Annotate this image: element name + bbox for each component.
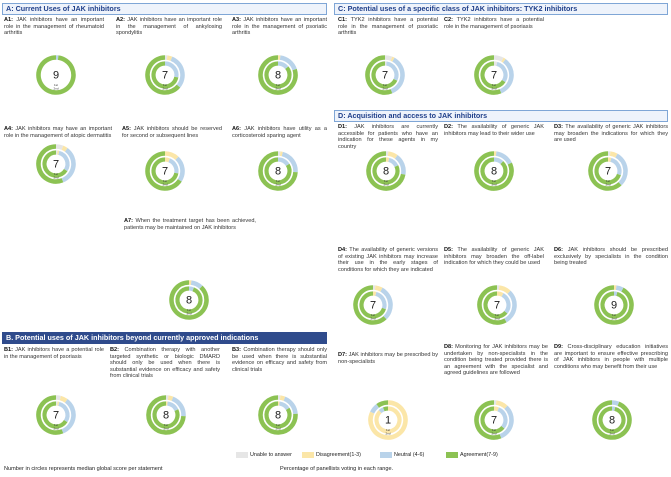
statement-d7: D7: JAK inhibitors may be prescribed by non-specialists 1 1st 2nd bbox=[338, 352, 438, 448]
statement-b2-text: Combination therapy with another targeted synthetic or biologic DMARD should only be used when there is substantial evidence on efficacy and safety from clinical trials bbox=[110, 347, 220, 380]
median-score: 8 bbox=[608, 414, 616, 427]
statement-a5: A5: JAK inhibitors should be reserved for second or subsequent lines 7 1st 2nd bbox=[122, 126, 222, 196]
donut-chart-a7 bbox=[169, 280, 209, 320]
ring-label-first: 1st bbox=[609, 428, 615, 433]
donut-svg bbox=[366, 151, 406, 191]
inner-ring-segment-neutral bbox=[380, 409, 384, 411]
outer-ring-segment-unable bbox=[494, 58, 502, 60]
statement-a5-text: JAK inhibitors should be reserved for second or subsequent lines bbox=[122, 126, 222, 139]
outer-ring-segment-disagreement bbox=[388, 154, 396, 157]
outer-ring-segment-disagreement bbox=[391, 59, 393, 60]
donut-svg bbox=[594, 285, 634, 325]
outer-ring-segment-disagreement bbox=[610, 154, 616, 156]
inner-ring-segment-neutral bbox=[389, 160, 397, 166]
donut-chart-a1 bbox=[36, 55, 76, 95]
ring-label-second: 2nd bbox=[162, 86, 168, 91]
statement-d9: D9: Cross-disciplinary education initiatives are important to ensure effective prescribing of JAK inhibitors in people with multiple conditions who may benefit from their use 8 1st 2nd bbox=[554, 344, 668, 448]
donut-svg bbox=[36, 55, 76, 95]
statement-a4: A4: JAK inhibitors may have an important role in the management of atopic dermatitis 7 1st 2nd bbox=[4, 126, 112, 196]
statement-b2: B2: Combination therapy with another targeted synthetic or biologic DMARD should only be used when there is substantial evidence on efficacy and safety from clinical trials 8 1st 2nd bbox=[110, 347, 220, 447]
donut-chart-d9 bbox=[592, 400, 632, 440]
ring-label-second: 2nd bbox=[275, 182, 281, 187]
donut-chart-a2 bbox=[145, 55, 185, 95]
statement-d2: D2: The availability of generic JAK inhibitors may lead to their wider use 8 1st 2nd bbox=[444, 124, 544, 226]
donut-chart-a6 bbox=[258, 151, 298, 191]
median-score: 7 bbox=[490, 69, 498, 82]
median-score: 7 bbox=[52, 409, 60, 422]
donut-svg bbox=[474, 151, 514, 191]
median-score: 8 bbox=[274, 69, 282, 82]
outer-ring-segment-unable bbox=[56, 147, 62, 148]
inner-ring-segment-disagreement bbox=[497, 294, 503, 295]
legend-swatch-neutral bbox=[380, 452, 392, 458]
ring-label-second: 2nd bbox=[370, 316, 376, 321]
ring-label-first: 1st bbox=[53, 83, 59, 88]
inner-ring-segment-neutral bbox=[169, 160, 176, 173]
statement-a2: A2: JAK inhibitors have an important role in the management of ankylosing spondylitis 7 1st 2nd bbox=[116, 17, 222, 113]
median-score: 7 bbox=[490, 414, 498, 427]
median-score: 8 bbox=[162, 409, 170, 422]
ring-label-first: 1st bbox=[186, 308, 192, 313]
ring-label-first: 1st bbox=[53, 172, 59, 177]
outer-ring-segment-disagreement bbox=[499, 288, 509, 293]
ring-label-first: 1st bbox=[491, 428, 497, 433]
outer-ring-segment-disagreement bbox=[375, 288, 381, 290]
median-score: 8 bbox=[185, 294, 193, 307]
ring-label-first: 1st bbox=[53, 423, 59, 428]
inner-ring-segment-disagreement bbox=[494, 409, 498, 410]
donut-chart-b3 bbox=[258, 395, 298, 435]
donut-chart-a3 bbox=[258, 55, 298, 95]
donut-chart-d2 bbox=[474, 151, 514, 191]
outer-ring-segment-neutral bbox=[612, 403, 618, 404]
donut-svg bbox=[36, 144, 76, 184]
ring-label-first: 1st bbox=[275, 423, 281, 428]
statement-c2: C2: TYK2 inhibitors have a potential role in the management of psoriasis 7 1st 2nd bbox=[444, 17, 544, 109]
statement-d8: D8: Monitoring for JAK inhibitors may be undertaken by non-specialists in the condition being treated provided there is an agreement with the specialist and agreed guidelines are followed 7 1st 2nd bbox=[444, 344, 548, 448]
inner-ring-segment-neutral bbox=[494, 160, 502, 163]
donut-svg bbox=[588, 151, 628, 191]
statement-d6-text: JAK inhibitors should be prescribed exclusively by specialists in the condition being treated bbox=[554, 247, 668, 267]
statement-b3-text: Combination therapy should only be used when there is substantial evidence on efficacy and safety from clinical trials bbox=[232, 347, 327, 373]
ring-label-second: 2nd bbox=[491, 182, 497, 187]
ring-label-first: 1st bbox=[611, 313, 617, 318]
statement-d5: D5: The availability of generic JAK inhibitors may broaden the off-label indication for which they could be used 7 1st 2nd bbox=[444, 247, 544, 337]
statement-b3: B3: Combination therapy should only be used when there is substantial evidence on efficacy and safety from clinical trials 8 1st 2nd bbox=[232, 347, 327, 447]
section-d-header: D: Acquisition and access to JAK inhibitors bbox=[334, 110, 668, 122]
ring-label-second: 2nd bbox=[494, 316, 500, 321]
donut-svg bbox=[145, 55, 185, 95]
legend: Unable to answer Disagreement(1-3) Neutral (4-6) Agreement(7-9) bbox=[236, 451, 536, 461]
donut-chart-d7 bbox=[368, 400, 408, 440]
median-score: 7 bbox=[52, 158, 60, 171]
statement-a1-text: JAK inhibitors have an important role in the management of rheumatoid arthritis bbox=[4, 17, 105, 37]
ring-label-first: 1st bbox=[605, 179, 611, 184]
donut-svg bbox=[258, 395, 298, 435]
donut-svg bbox=[592, 400, 632, 440]
donut-chart-c1 bbox=[365, 55, 405, 95]
ring-label-first: 1st bbox=[494, 313, 500, 318]
ring-label-first: 1st bbox=[162, 179, 168, 184]
statement-b1-text: JAK inhibitors have a potential role in the management of psoriasis bbox=[4, 347, 104, 360]
donut-svg bbox=[258, 55, 298, 95]
inner-ring-segment-neutral bbox=[376, 294, 385, 309]
statement-a7-text: When the treatment target has been achieved, patients may be maintained on JAK inhibitors bbox=[124, 218, 256, 231]
statement-d4-text: The availability of generic versions of existing JAK inhibitors may increase their use in the early stages of conditions for which they are indicated bbox=[338, 247, 438, 273]
donut-chart-d6 bbox=[594, 285, 634, 325]
ring-label-second: 2nd bbox=[275, 86, 281, 91]
donut-svg bbox=[474, 55, 514, 95]
median-score: 1 bbox=[384, 414, 392, 427]
median-score: 7 bbox=[369, 299, 377, 312]
donut-chart-d3 bbox=[588, 151, 628, 191]
ring-label-second: 2nd bbox=[53, 426, 59, 431]
legend-swatch-unable bbox=[236, 452, 248, 458]
ring-label-first: 1st bbox=[383, 179, 389, 184]
legend-swatch-disagreement bbox=[302, 452, 314, 458]
statement-c1: C1: TYK2 inhibitors have a potential role in the management of psoriatic arthritis 7 1st 2nd bbox=[338, 17, 438, 109]
donut-svg bbox=[146, 395, 186, 435]
ring-label-second: 2nd bbox=[385, 431, 391, 436]
statement-d1: D1: JAK inhibitors are currently accessible for patients who have an indication for these agents in my country 8 1st 2nd bbox=[338, 124, 438, 226]
donut-svg bbox=[365, 55, 405, 95]
statement-a3-text: JAK inhibitors have an important role in the management of psoriatic arthritis bbox=[232, 17, 328, 37]
donut-svg bbox=[474, 400, 514, 440]
statement-a6: A6: JAK inhibitors have utility as a corticosteroid sparing agent 8 1st 2nd bbox=[232, 126, 327, 196]
median-score: 8 bbox=[274, 409, 282, 422]
statement-a2-text: JAK inhibitors have an important role in the management of ankylosing spondylitis bbox=[116, 17, 222, 37]
median-score: 7 bbox=[381, 69, 389, 82]
ring-label-first: 1st bbox=[275, 179, 281, 184]
outer-ring-segment-neutral bbox=[616, 288, 622, 290]
inner-ring-segment-neutral bbox=[498, 409, 505, 427]
donut-svg bbox=[145, 151, 185, 191]
outer-ring-segment-disagreement bbox=[168, 398, 172, 399]
donut-chart-b1 bbox=[36, 395, 76, 435]
inner-ring-segment-agreement bbox=[384, 409, 388, 410]
ring-label-second: 2nd bbox=[163, 426, 169, 431]
median-score: 9 bbox=[52, 69, 60, 82]
statement-a7: A7: When the treatment target has been achieved, patients may be maintained on JAK inhibitors 8 1st 2nd bbox=[124, 218, 324, 328]
outer-ring-segment-disagreement bbox=[167, 58, 171, 59]
donut-svg bbox=[368, 400, 408, 440]
outer-ring-segment-disagreement bbox=[280, 398, 284, 399]
donut-svg bbox=[169, 280, 209, 320]
donut-svg bbox=[477, 285, 517, 325]
outer-ring-segment-disagreement bbox=[496, 403, 506, 408]
inner-ring-segment-neutral bbox=[611, 160, 620, 175]
statement-d5-text: The availability of generic JAK inhibitors may broaden the off-label indication for which they could be used bbox=[444, 247, 544, 267]
statement-b1: B1: JAK inhibitors have a potential role in the management of psoriasis 7 1st 2nd bbox=[4, 347, 104, 447]
ring-label-second: 2nd bbox=[491, 86, 497, 91]
median-score: 8 bbox=[490, 165, 498, 178]
statement-d4: D4: The availability of generic versions of existing JAK inhibitors may increase their use in the early stages of conditions for which they are indicated 7 1st 2nd bbox=[338, 247, 438, 337]
outer-ring-segment-disagreement bbox=[62, 148, 66, 150]
statement-d3-text: The availability of generic JAK inhibitors may broaden the indications for which they are used bbox=[554, 124, 669, 144]
statement-d7-text: JAK inhibitors may be prescribed by non-specialists bbox=[338, 352, 438, 365]
ring-label-second: 2nd bbox=[491, 431, 497, 436]
median-score: 9 bbox=[610, 299, 618, 312]
ring-label-second: 2nd bbox=[605, 182, 611, 187]
outer-ring-segment-unable bbox=[385, 58, 391, 59]
ring-label-first: 1st bbox=[275, 83, 281, 88]
outer-ring-segment-neutral bbox=[191, 283, 201, 288]
ring-label-first: 1st bbox=[163, 423, 169, 428]
statement-d1-text: JAK inhibitors are currently accessible for patients who have an indication for these agents in my country bbox=[338, 124, 438, 150]
inner-ring-segment-neutral bbox=[189, 289, 193, 290]
statement-c1-text: TYK2 inhibitors have a potential role in the management of psoriatic arthritis bbox=[338, 17, 438, 37]
inner-ring-segment-neutral bbox=[497, 64, 506, 81]
statement-d3: D3: The availability of generic JAK inhibitors may broaden the indications for which they are used 7 1st 2nd bbox=[554, 124, 668, 226]
donut-svg bbox=[36, 395, 76, 435]
statement-a1: A1: JAK inhibitors have an important role in the management of rheumatoid arthritis 9 1st 2nd bbox=[4, 17, 104, 113]
statement-a6-text: JAK inhibitors have utility as a corticosteroid sparing agent bbox=[232, 126, 327, 139]
ring-label-second: 2nd bbox=[382, 86, 388, 91]
statement-a4-text: JAK inhibitors may have an important role in the management of atopic dermatitis bbox=[4, 126, 112, 139]
inner-ring-segment-disagreement bbox=[165, 160, 169, 161]
section-b-header: B. Potential uses of JAK inhibitors beyond currently approved indications bbox=[2, 332, 327, 344]
ring-label-second: 2nd bbox=[162, 182, 168, 187]
footnote-percentage: Percentage of panellists voting in each range. bbox=[280, 466, 394, 472]
donut-svg bbox=[353, 285, 393, 325]
donut-chart-d5 bbox=[477, 285, 517, 325]
donut-chart-d8 bbox=[474, 400, 514, 440]
footnote-median: Number in circles represents median global score per statement bbox=[4, 466, 163, 472]
outer-ring-segment-disagreement bbox=[60, 398, 66, 401]
ring-label-second: 2nd bbox=[53, 175, 59, 180]
ring-label-second: 2nd bbox=[611, 316, 617, 321]
donut-chart-d4 bbox=[353, 285, 393, 325]
inner-ring-segment-neutral bbox=[59, 153, 68, 170]
median-score: 7 bbox=[604, 165, 612, 178]
inner-ring-segment-neutral bbox=[278, 160, 288, 165]
outer-ring-segment-agreement bbox=[378, 403, 388, 406]
legend-swatch-agreement bbox=[446, 452, 458, 458]
donut-chart-d1 bbox=[366, 151, 406, 191]
inner-ring-segment-neutral bbox=[503, 295, 509, 312]
outer-ring-segment-unable bbox=[56, 398, 60, 399]
section-c-header: C: Potential uses of a specific class of JAK inhibitors: TYK2 inhibitors bbox=[334, 3, 668, 15]
median-score: 7 bbox=[493, 299, 501, 312]
donut-chart-c2 bbox=[474, 55, 514, 95]
ring-label-second: 2nd bbox=[186, 311, 192, 316]
outer-ring-segment-disagreement bbox=[502, 60, 504, 61]
statement-a3: A3: JAK inhibitors have an important role in the management of psoriatic arthritis 8 1st 2nd bbox=[232, 17, 327, 113]
ring-label-first: 1st bbox=[491, 83, 497, 88]
section-a-header: A: Current Uses of JAK inhibitors bbox=[2, 3, 327, 15]
inner-ring-segment-neutral bbox=[279, 404, 287, 409]
ring-label-first: 1st bbox=[385, 428, 391, 433]
ring-label-second: 2nd bbox=[275, 426, 281, 431]
median-score: 8 bbox=[274, 165, 282, 178]
median-score: 7 bbox=[161, 69, 169, 82]
ring-label-second: 2nd bbox=[383, 182, 389, 187]
ring-label-first: 1st bbox=[370, 313, 376, 318]
outer-ring-segment-neutral bbox=[372, 406, 378, 413]
median-score: 8 bbox=[382, 165, 390, 178]
ring-label-second: 2nd bbox=[53, 86, 59, 91]
inner-ring-segment-neutral bbox=[278, 64, 287, 68]
donut-chart-a4 bbox=[36, 144, 76, 184]
donut-svg bbox=[258, 151, 298, 191]
donut-chart-b2 bbox=[146, 395, 186, 435]
inner-ring-segment-neutral bbox=[59, 404, 68, 421]
statement-d6: D6: JAK inhibitors should be prescribed exclusively by specialists in the condition being treated 9 1st 2nd bbox=[554, 247, 668, 337]
statement-d2-text: The availability of generic JAK inhibitors may lead to their wider use bbox=[444, 124, 544, 137]
statement-d8-text: Monitoring for JAK inhibitors may be undertaken by non-specialists in the condition being treated provided there is an agreement with the specialist and agreed guidelines are followed bbox=[444, 344, 548, 377]
ring-label-first: 1st bbox=[382, 83, 388, 88]
statement-c2-text: TYK2 inhibitors have a potential role in the management of psoriasis bbox=[444, 17, 544, 30]
statement-d9-text: Cross-disciplinary education initiatives are important to ensure effective prescribing of JAK inhibitors in people with multiple conditions who may benefit from their use bbox=[554, 344, 668, 370]
ring-label-second: 2nd bbox=[609, 431, 615, 436]
ring-label-first: 1st bbox=[162, 83, 168, 88]
donut-chart-a5 bbox=[145, 151, 185, 191]
ring-label-first: 1st bbox=[491, 179, 497, 184]
median-score: 7 bbox=[161, 165, 169, 178]
